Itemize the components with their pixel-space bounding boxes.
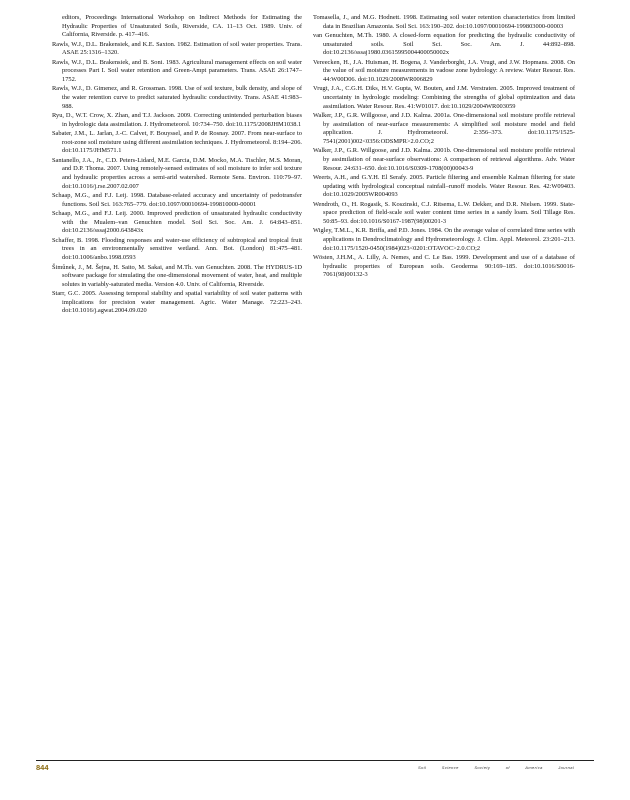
reference-entry: Sabater, J.M., L. Jarlan, J.-C. Calvet, F. Bouyssel, and P. de Rosnay. 2007. From near-surface to root-zone soil moisture using different assimilation techniques. J. Hydrometeorol. 8:194–206. doi:10.1175/JHM571.1 — [52, 130, 302, 155]
reference-entry: Schaffer, B. 1998. Flooding responses and water-use efficiency of subtropical and tropical fruit trees in an environmentally sensitive wetland. Ann. Bot. (London) 81:475–481. doi:10.1006/anbo.1998.0593 — [52, 236, 302, 262]
reference-entry: Šimůnek, J., M. Šejna, H. Saito, M. Sakai, and M.Th. van Genuchten. 2008. The HYDRUS-1D software package for simulating the one-dimensional movement of water, heat, and multiple solutes in variably-saturated media. Version 4.0. Univ. of California, Riverside. — [52, 263, 302, 288]
references-right-column — [313, 14, 575, 281]
footer-divider — [36, 760, 594, 761]
journal-name: Soil Science Society of America Journal — [418, 765, 575, 770]
reference-entry: Rawls, W.J., D.L. Brakensiek, and K.E. Saxton. 1982. Estimation of soil water properties. Trans. ASAE 25:1316–1320. — [52, 40, 302, 57]
reference-entry: Schaap, M.G., and F.J. Leij. 2000. Improved prediction of unsaturated hydraulic conductivity with the Mualem–van Genuchten model. Soil Sci. Soc. Am. J. 64:843–851. doi:10.2136/sssaj2000.643843x — [52, 210, 302, 235]
page-number: 844 — [36, 763, 49, 772]
reference-entry: Vereecken, H., J.A. Huisman, H. Bogena, J. Vanderborght, J.A. Vrugt, and J.W. Hopmans. 2008. On the value of soil moisture measurements in vadose zone hydrology: A review. Water Resour. Res. 44:W00D06. doi:10.1029/2008WR006829 — [313, 58, 575, 83]
reference-entry: Walker, J.P., G.R. Willgoose, and J.D. Kalma. 2001b. One-dimensional soil moisture profile retrieval by assimilation of near-surface observations: A comparison of retrieval algorithms. Adv. Water Resour. 24:631–650. doi:10.1016/S0309-1708(00)00043-9 — [313, 147, 575, 172]
reference-entry: Wösten, J.H.M., A. Lilly, A. Nemes, and C. Le Bas. 1999. Development and use of a database of hydraulic properties of European soils. Geoderma 90:169–185. doi:10.1016/S0016-7061(98)00132-3 — [313, 254, 575, 279]
reference-entry: Ryu, D., W.T. Crow, X. Zhan, and T.J. Jackson. 2009. Correcting unintended perturbation biases in hydrologic data assimilation. J. Hydrometeorol. 10:734–750. doi:10.1175/2008JHM1038.1 — [52, 112, 302, 128]
reference-entry: Santanello, J.A., Jr., C.D. Peters-Lidard, M.E. Garcia, D.M. Mocko, M.A. Tischler, M.S. Moran, and D.P. Thoma. 2007. Using remotely-sensed estimates of soil moisture to infer soil texture and hydraulic properties across a semi-arid watershed. Remote Sens. Environ. 110:79–97. doi:10.1016/j.rse.2007.02.007 — [52, 156, 302, 190]
reference-entry: Wigley, T.M.L., K.R. Briffa, and P.D. Jones. 1984. On the average value of correlated time series with applications in Dendroclimatology and Hydrometeorology. J. Clim. Appl. Meteorol. 23:201–213. doi:10.1175/1520-0450(1984)023<0201:OTAVOC>2.0.CO;2 — [313, 227, 575, 252]
reference-entry: Schaap, M.G., and F.J. Leij. 1998. Database-related accuracy and uncertainty of pedotransfer functions. Soil Sci. 163:765–779. doi:10.1097/00010694-199810000-00001 — [52, 192, 302, 208]
reference-entry: Walker, J.P., G.R. Willgoose, and J.D. Kalma. 2001a. One-dimensional soil moisture profile retrieval by assimilation of near-surface measurements: A simplified soil moisture model and field application. J. Hydrometeorol. 2:356–373. doi:10.1175/1525-7541(2001)002<0356:ODSMPR>2.0.CO;2 — [313, 112, 575, 145]
reference-entry: Rawls, W.J., D. Gimenez, and R. Grossman. 1998. Use of soil texture, bulk density, and slope of the water retention curve to predict saturated hydraulic conductivity. Trans. ASAE 41:983–988. — [52, 85, 302, 110]
reference-entry: Tomasella, J., and M.G. Hodnett. 1998. Estimating soil water retention characteristics from limited data in Brazilian Amazonia. Soil Sci. 163:190–202. doi:10.1097/00010694-199803000-00003 — [313, 14, 575, 30]
reference-entry: Rawls, W.J., D.L. Brakensiek, and B. Soni. 1983. Agricultural management effects on soil water processes Part I. Soil water retention and Green-Ampt parameters. Trans. ASAE 26:1747–1752. — [52, 58, 302, 83]
reference-entry: Wendroth, O., H. Rogasik, S. Koszinski, C.J. Ritsema, L.W. Dekker, and D.R. Nielsen. 1999. State-space prediction of field-scale soil water content time series in a sandy loam. Soil Tillage Res. 50:85–93. doi:10.1016/S0167-1987(98)00201-3 — [313, 200, 575, 225]
reference-entry: van Genuchten, M.Th. 1980. A closed-form equation for predicting the hydraulic conductivity of unsaturated soils. Soil Sci. Soc. Am. J. 44:892–898. doi:10.2136/sssaj1980.03615995004400050002x — [313, 32, 575, 57]
references-left-column — [52, 14, 302, 317]
reference-entry: editors, Proceedings International Workshop on Indirect Methods for Estimating the Hydraulic Properties of Unsaturated Soils, Riverside, CA. 11–13 Oct. 1989. Univ. of California, Riverside. p. 417–416. — [62, 14, 302, 39]
reference-entry: Vrugt, J.A., C.G.H. Diks, H.V. Gupta, W. Bouten, and J.M. Verstraten. 2005. Improved treatment of uncertainty in hydrologic modeling: Combining the strengths of global optimization and data assimilation. Water Resour. Res. 41:W01017. doi:10.1029/2004WR003059 — [313, 85, 575, 110]
reference-entry: Starr, G.C. 2005. Assessing temporal stability and spatial variability of soil water patterns with implications for precision water management. Agric. Water Manage. 72:223–243. doi:10.1016/j.agwat.2004.09.020 — [52, 290, 302, 315]
reference-entry: Weerts, A.H., and G.Y.H. El Serafy. 2005. Particle filtering and ensemble Kalman filtering for state updating with hydrological conceptual rainfall–runoff models. Water Resour. Res. 42:W09403. doi:10.1029/2005WR004093 — [313, 174, 575, 199]
